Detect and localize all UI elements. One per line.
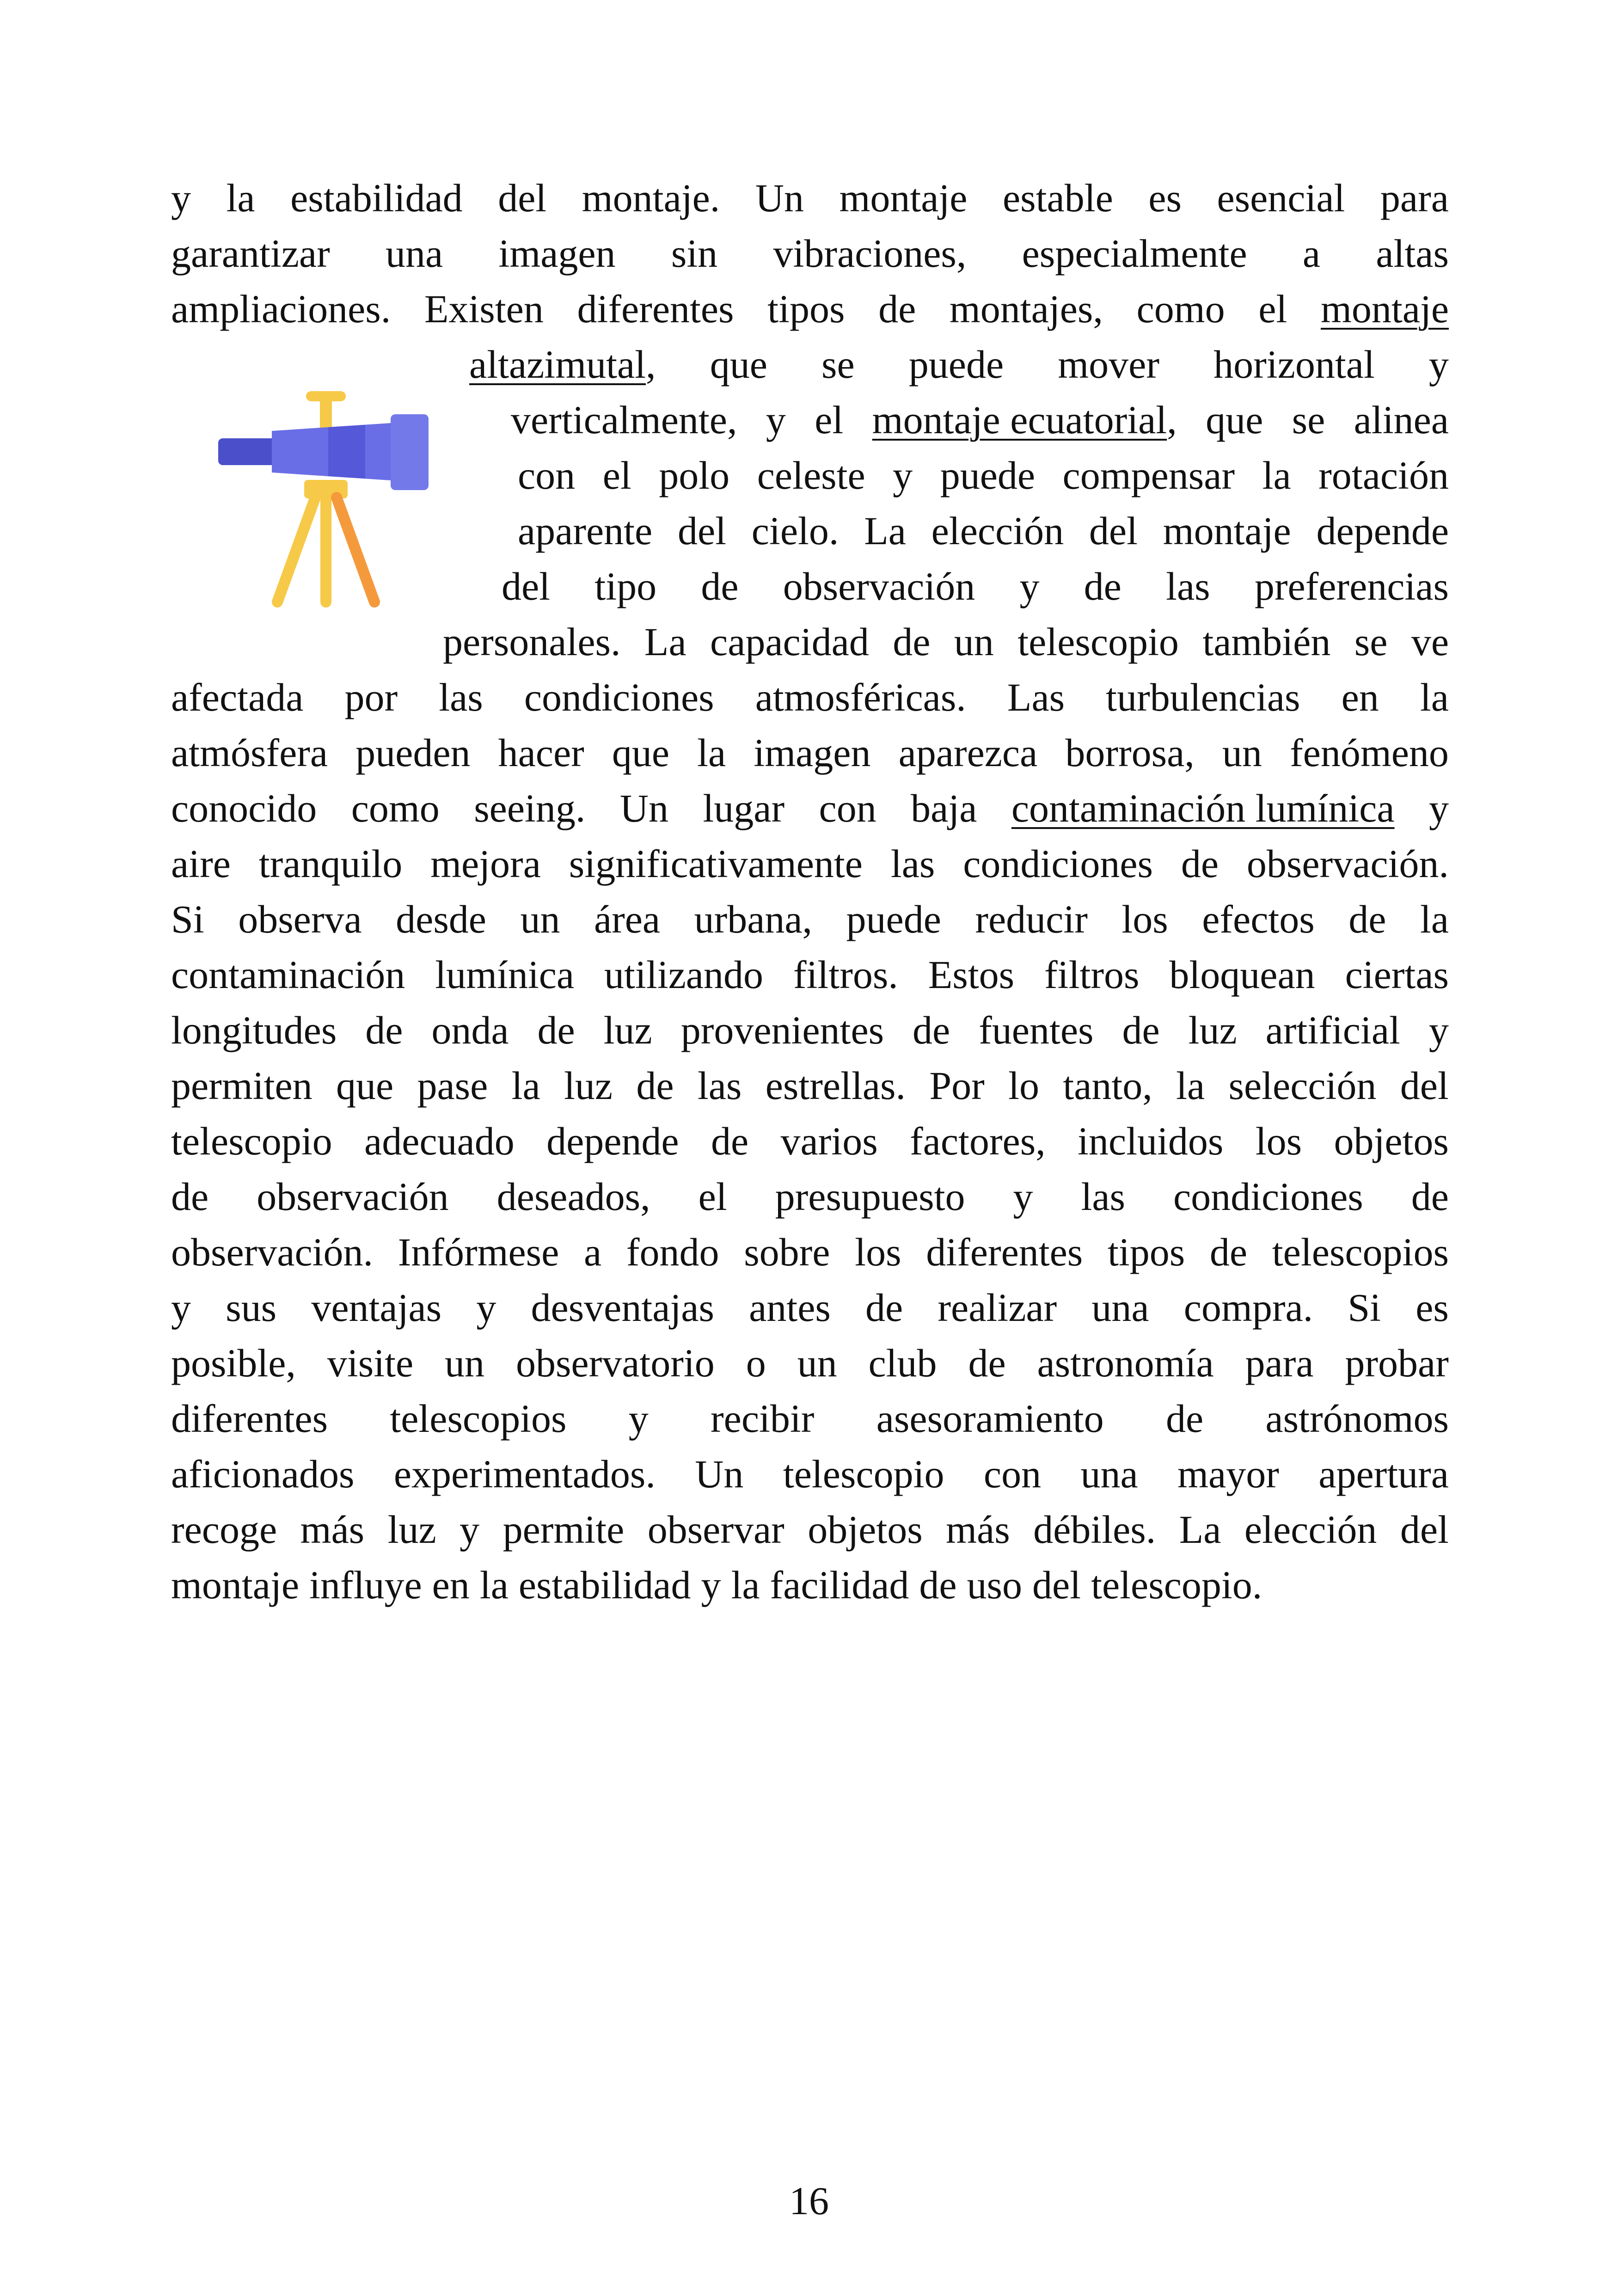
word: Infórmese — [398, 1230, 559, 1274]
word: Un — [695, 1452, 744, 1496]
word: filtros — [1044, 952, 1140, 997]
word: vibraciones, — [773, 231, 967, 276]
word: pueden — [355, 731, 471, 775]
underlined-term-text: montaje ecuatorial — [872, 398, 1167, 442]
word: observación — [257, 1174, 449, 1219]
word: telescopio — [1017, 620, 1179, 664]
word: del — [1400, 1063, 1449, 1108]
word: club — [868, 1341, 937, 1385]
word: las — [890, 841, 935, 886]
word: observatorio — [515, 1341, 715, 1385]
word: sobre — [744, 1230, 830, 1274]
word: tranquilo — [258, 841, 403, 886]
word: se — [821, 342, 855, 387]
word: de — [701, 564, 739, 608]
word: recoge — [171, 1507, 277, 1552]
word: el — [815, 398, 844, 442]
word: permiten — [171, 1063, 313, 1108]
word: luz — [1188, 1008, 1237, 1052]
word: aparezca — [898, 731, 1038, 775]
word: Por — [929, 1063, 985, 1108]
word: por — [344, 675, 398, 719]
word: incluidos — [1078, 1119, 1224, 1163]
word: atmosféricas. — [755, 675, 966, 719]
text-line — [171, 836, 1449, 891]
word: la — [1420, 675, 1449, 719]
word: de — [878, 287, 916, 331]
word: sus — [226, 1285, 277, 1330]
word: varios — [780, 1119, 878, 1163]
word: del — [1032, 1563, 1081, 1607]
word: puede — [908, 342, 1004, 387]
text-line — [171, 1391, 1449, 1446]
word: desde — [396, 897, 486, 941]
underlined-term — [1321, 281, 1449, 337]
word: un — [445, 1341, 485, 1385]
text-line — [171, 1113, 1449, 1169]
word: de — [1084, 564, 1122, 608]
text-line — [171, 1557, 1449, 1613]
word: con — [983, 1452, 1042, 1496]
word: la — [511, 1063, 540, 1108]
word: condiciones — [1173, 1174, 1363, 1219]
word: y — [1019, 564, 1040, 608]
word: observar — [647, 1507, 784, 1552]
word: un — [520, 897, 560, 941]
word: condiciones — [524, 675, 714, 719]
word: lo — [1008, 1063, 1039, 1108]
word: de — [865, 1285, 903, 1330]
word: con — [819, 786, 876, 830]
word: de — [537, 1008, 575, 1052]
word: ventajas — [311, 1285, 442, 1330]
word: o — [746, 1341, 766, 1385]
text-line — [443, 614, 1449, 669]
word: un — [1222, 731, 1262, 775]
word: selección — [1228, 1063, 1377, 1108]
word: ampliaciones. — [171, 287, 391, 331]
word: de — [1181, 841, 1219, 886]
word: las — [1081, 1174, 1125, 1219]
text-line — [171, 891, 1449, 947]
word: los — [855, 1230, 901, 1274]
word: las — [439, 675, 483, 719]
word: compra. — [1183, 1285, 1313, 1330]
word: fondo — [626, 1230, 719, 1274]
text-line — [171, 170, 1449, 226]
word: celeste — [757, 453, 865, 497]
word: luz — [564, 1063, 613, 1108]
word: montaje. — [582, 176, 720, 220]
word: borrosa, — [1065, 731, 1195, 775]
underlined-term-text: montaje — [1320, 287, 1449, 331]
word: adecuado — [364, 1119, 515, 1163]
word: montaje — [839, 176, 968, 220]
word: es — [1416, 1285, 1449, 1330]
word: pase — [417, 1063, 488, 1108]
word: horizontal — [1214, 342, 1375, 387]
text-line — [171, 226, 1449, 281]
word: La — [1179, 1507, 1221, 1552]
text-line — [171, 1446, 1449, 1502]
word: las — [697, 1063, 742, 1108]
word: observación. — [1246, 841, 1449, 886]
word: las — [1166, 564, 1210, 608]
punctuation: , — [1167, 398, 1177, 442]
word: y — [893, 453, 913, 497]
word: recibir — [711, 1396, 815, 1441]
word: utilizando — [604, 952, 763, 997]
word: observación. — [171, 1230, 374, 1274]
word: Un — [619, 786, 668, 830]
word: en — [432, 1563, 470, 1607]
word: objetos — [808, 1507, 923, 1552]
telescope-tube-band — [328, 425, 365, 479]
word: es — [1148, 176, 1182, 220]
word: La — [864, 509, 906, 553]
word: diferentes — [577, 287, 734, 331]
word: elección — [931, 509, 1064, 553]
text-line — [518, 503, 1449, 559]
word: apertura — [1318, 1452, 1449, 1496]
word: de — [1411, 1174, 1449, 1219]
text-line — [469, 337, 1449, 392]
word: telescopio — [783, 1452, 944, 1496]
tripod-leg-left — [277, 497, 315, 602]
telescope-objective — [391, 414, 429, 490]
word: efectos — [1202, 897, 1315, 941]
word: de — [913, 1008, 950, 1052]
word: que — [1206, 398, 1263, 442]
word: influye — [309, 1563, 422, 1607]
word: más — [946, 1507, 1010, 1552]
word: la — [1420, 897, 1449, 941]
word: posible, — [171, 1341, 296, 1385]
word: telescopio. — [1091, 1563, 1263, 1607]
word: cielo. — [751, 509, 839, 553]
word: los — [1255, 1119, 1302, 1163]
word: la — [697, 731, 726, 775]
text-line — [171, 1335, 1449, 1391]
word: Estos — [928, 952, 1015, 997]
word: capacidad — [710, 620, 869, 664]
word: uso — [967, 1563, 1023, 1607]
word: de — [968, 1341, 1006, 1385]
word: que — [336, 1063, 394, 1108]
underlined-term-text: contaminación lumínica — [1011, 786, 1395, 830]
text-line — [171, 1502, 1449, 1557]
word: y — [701, 1563, 721, 1607]
word: estabilidad — [518, 1563, 691, 1607]
word: una — [386, 231, 443, 276]
word: rotación — [1318, 453, 1449, 497]
word: filtros. — [793, 952, 898, 997]
word: estable — [1003, 176, 1113, 220]
word: de — [365, 1008, 403, 1052]
word: depende — [546, 1119, 679, 1163]
word: polo — [659, 453, 730, 497]
word: y — [1428, 342, 1449, 387]
word: y — [1428, 1008, 1449, 1052]
word: área — [594, 897, 661, 941]
text-line — [171, 780, 1449, 836]
word: garantizar — [171, 231, 330, 276]
word: seeing. — [474, 786, 586, 830]
word: luz — [387, 1507, 436, 1552]
word: astronomía — [1037, 1341, 1214, 1385]
word: el — [698, 1174, 727, 1219]
word: como — [351, 786, 440, 830]
page-number: 16 — [789, 2179, 829, 2223]
word: aparente — [518, 509, 653, 553]
word: y — [171, 176, 191, 220]
word: estabilidad — [290, 176, 463, 220]
word: lumínica — [435, 952, 575, 997]
word: hacer — [498, 731, 584, 775]
word: tanto, — [1063, 1063, 1152, 1108]
word: Existen — [424, 287, 544, 331]
word: astrónomos — [1265, 1396, 1449, 1441]
word: altas — [1376, 231, 1449, 276]
word: tipos — [767, 287, 845, 331]
word: conocido — [171, 786, 317, 830]
text-line — [171, 1058, 1449, 1113]
text-line — [171, 1169, 1449, 1224]
word: elección — [1244, 1507, 1377, 1552]
word: artificial — [1265, 1008, 1400, 1052]
word: de — [1209, 1230, 1248, 1274]
text-line — [171, 1280, 1449, 1335]
word: como — [1136, 287, 1225, 331]
word: Las — [1007, 675, 1065, 719]
text-line — [171, 1224, 1449, 1280]
word: alinea — [1354, 398, 1449, 442]
word: estrellas. — [765, 1063, 906, 1108]
word: del — [498, 176, 547, 220]
word: de — [1348, 897, 1386, 941]
word: una — [1080, 1452, 1138, 1496]
word: telescopios — [390, 1396, 567, 1441]
word: ve — [1411, 620, 1449, 664]
word: observación — [783, 564, 975, 608]
word: con — [518, 453, 576, 497]
word: objetos — [1334, 1119, 1449, 1163]
punctuation: , — [646, 342, 656, 387]
word: especialmente — [1022, 231, 1247, 276]
word: telescopio — [171, 1119, 332, 1163]
word: y — [171, 1285, 191, 1330]
word: para — [1245, 1341, 1314, 1385]
word: esencial — [1217, 176, 1345, 220]
word: asesoramiento — [876, 1396, 1104, 1441]
word: débiles. — [1033, 1507, 1156, 1552]
text-line — [171, 281, 1449, 337]
word: aficionados — [171, 1452, 355, 1496]
word: más — [300, 1507, 365, 1552]
word: ciertas — [1345, 952, 1449, 997]
word: realizar — [938, 1285, 1057, 1330]
word: fenómeno — [1290, 731, 1449, 775]
word: de — [636, 1063, 674, 1108]
word: tipos — [1107, 1230, 1185, 1274]
word: a — [1302, 231, 1321, 276]
word: La — [644, 620, 686, 664]
text-line — [171, 669, 1449, 725]
word: se — [1354, 620, 1388, 664]
word: montaje — [1163, 509, 1291, 553]
word: de — [893, 620, 931, 664]
word: que — [612, 731, 670, 775]
word: personales. — [443, 620, 621, 664]
word: y — [1013, 1174, 1033, 1219]
word: contaminación — [171, 952, 405, 997]
word: longitudes — [171, 1008, 337, 1052]
word: una — [1091, 1285, 1149, 1330]
word: el — [602, 453, 631, 497]
word: experimentados. — [393, 1452, 656, 1496]
word: montaje — [171, 1563, 300, 1607]
word: onda — [431, 1008, 509, 1052]
word: Si — [171, 897, 204, 941]
word: sin — [671, 231, 718, 276]
word: presupuesto — [775, 1174, 965, 1219]
word: verticalmente, — [511, 398, 737, 442]
tripod-leg-right — [337, 497, 374, 602]
word: Un — [755, 176, 804, 220]
underlined-term — [1011, 780, 1395, 836]
text-line — [518, 448, 1449, 503]
word: la — [226, 176, 255, 220]
word: y — [1428, 786, 1449, 830]
word: condiciones — [963, 841, 1153, 886]
word: factores, — [910, 1119, 1046, 1163]
text-line — [171, 947, 1449, 1002]
text-line — [171, 1002, 1449, 1058]
word: la — [1176, 1063, 1205, 1108]
text-line — [502, 559, 1449, 614]
word: probar — [1345, 1341, 1449, 1385]
word: y — [476, 1285, 496, 1330]
word: mejora — [430, 841, 541, 886]
word: preferencias — [1254, 564, 1449, 608]
word: diferentes — [171, 1396, 328, 1441]
underlined-term — [872, 392, 1177, 448]
word: reducir — [975, 897, 1088, 941]
word: diferentes — [926, 1230, 1083, 1274]
word: también — [1202, 620, 1331, 664]
word: lugar — [703, 786, 785, 830]
word: y — [766, 398, 786, 442]
word: compensar — [1062, 453, 1235, 497]
word: urbana, — [694, 897, 813, 941]
word: un — [954, 620, 994, 664]
word: puede — [940, 453, 1036, 497]
word: los — [1122, 897, 1168, 941]
word: en — [1341, 675, 1379, 719]
word: mayor — [1177, 1452, 1279, 1496]
word: imagen — [498, 231, 616, 276]
word: que — [710, 342, 767, 387]
word: para — [1380, 176, 1449, 220]
word: la — [1262, 453, 1291, 497]
word: imagen — [754, 731, 871, 775]
word: del — [677, 509, 727, 553]
word: de — [919, 1563, 957, 1607]
word: el — [1258, 287, 1287, 331]
text-line — [171, 725, 1449, 780]
word: del — [502, 564, 551, 608]
word: de — [1165, 1396, 1204, 1441]
word: fuentes — [979, 1008, 1094, 1052]
word: baja — [911, 786, 977, 830]
underlined-term-text: altazimutal — [469, 342, 646, 387]
word: Si — [1348, 1285, 1381, 1330]
word: provenientes — [680, 1008, 884, 1052]
word: tipo — [594, 564, 657, 608]
word: la — [479, 1563, 509, 1607]
word: deseados, — [496, 1174, 650, 1219]
word: montajes, — [949, 287, 1103, 331]
word: del — [1400, 1507, 1449, 1552]
word: puede — [846, 897, 941, 941]
telescope-icon — [213, 388, 453, 620]
word: del — [1089, 509, 1138, 553]
word: afectada — [171, 675, 304, 719]
word: antes — [749, 1285, 831, 1330]
word: se — [1292, 398, 1325, 442]
word: telescopios — [1272, 1230, 1449, 1274]
telescope-icon-graphic — [213, 388, 453, 620]
word: atmósfera — [171, 731, 328, 775]
word: turbulencias — [1106, 675, 1300, 719]
word: desventajas — [531, 1285, 714, 1330]
word: mover — [1058, 342, 1159, 387]
word: y — [460, 1507, 480, 1552]
word: luz — [603, 1008, 652, 1052]
word: un — [797, 1341, 837, 1385]
word: visite — [327, 1341, 414, 1385]
word: significativamente — [569, 841, 863, 886]
word: de — [1122, 1008, 1160, 1052]
word: a — [584, 1230, 602, 1274]
word: bloquean — [1169, 952, 1315, 997]
word: depende — [1316, 509, 1449, 553]
word: facilidad — [770, 1563, 909, 1607]
underlined-term — [469, 337, 656, 392]
text-line — [511, 392, 1449, 448]
word: de — [171, 1174, 209, 1219]
word: observa — [238, 897, 362, 941]
word: de — [711, 1119, 749, 1163]
word: aire — [171, 841, 231, 886]
word: permite — [503, 1507, 625, 1552]
word: la — [731, 1563, 760, 1607]
word: y — [628, 1396, 649, 1441]
